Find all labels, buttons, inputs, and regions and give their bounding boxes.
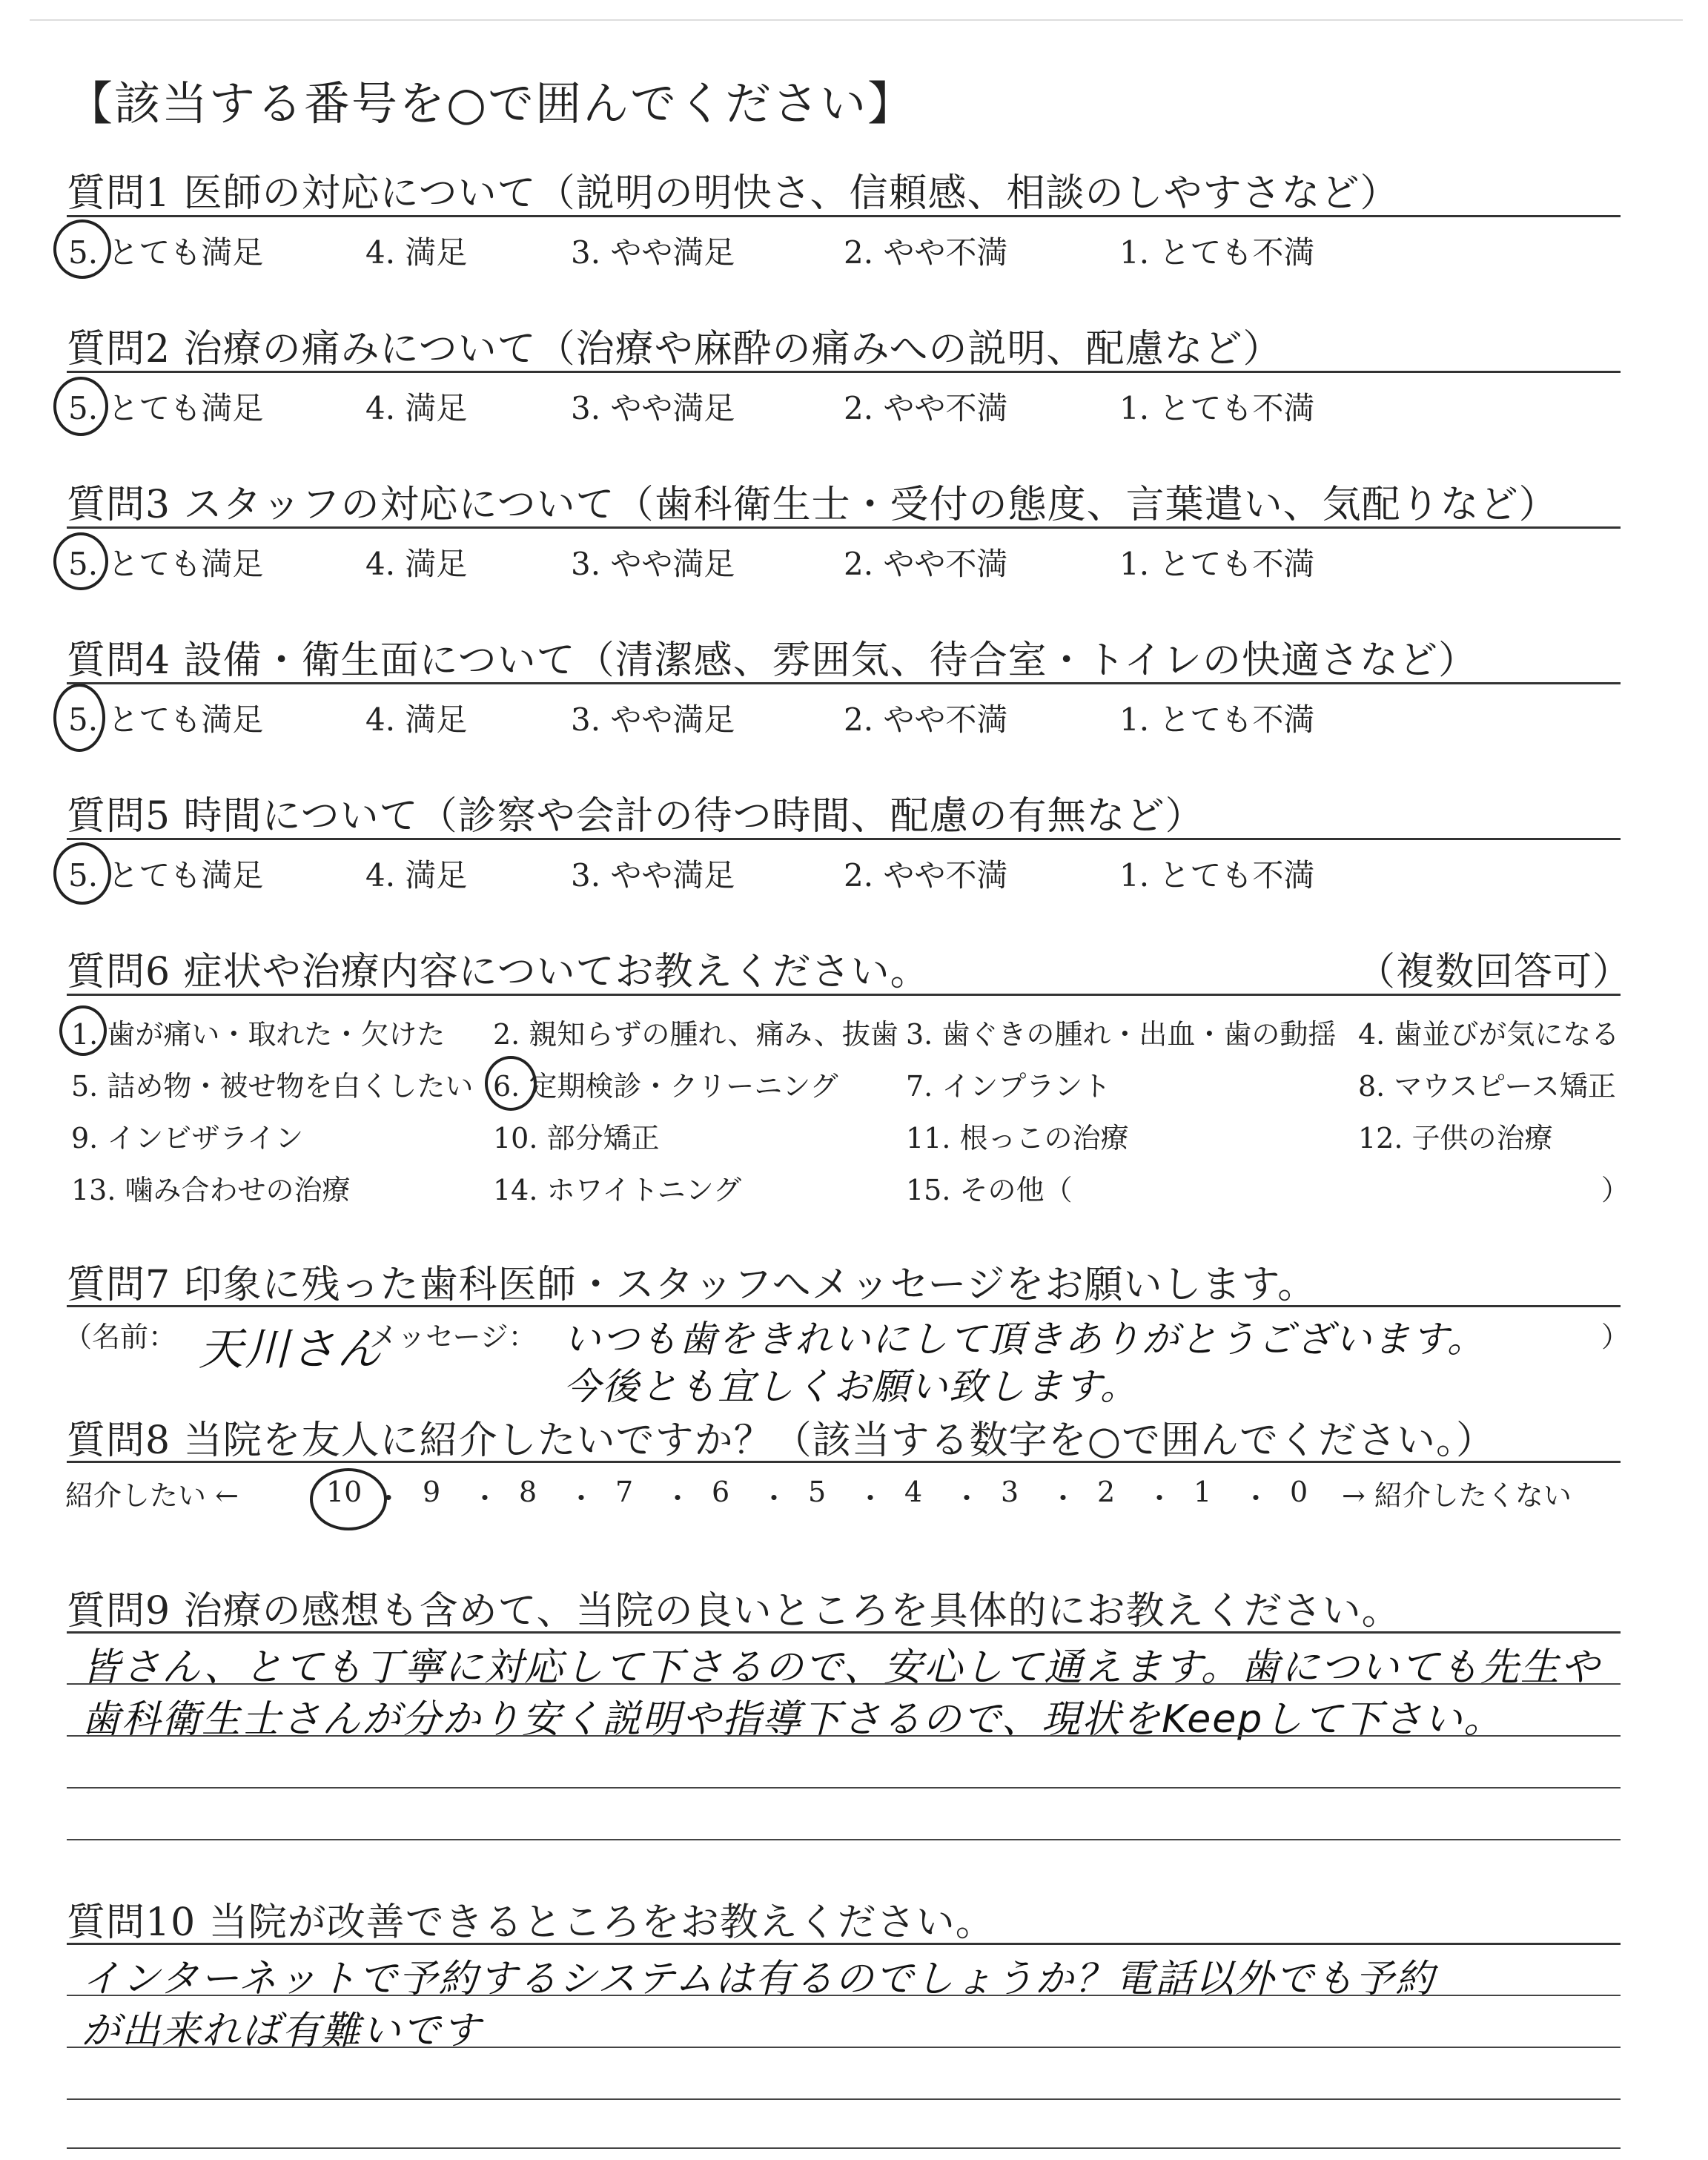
- q1-option-2[interactable]: 2. やや不満: [844, 234, 1008, 271]
- q8-scale-separator: ・: [1242, 1482, 1271, 1515]
- q2-option-3[interactable]: 3. やや満足: [571, 390, 735, 426]
- q8-scale-value-4[interactable]: 4: [904, 1476, 923, 1508]
- q6-option-3[interactable]: 3. 歯ぐきの腫れ・出血・歯の動揺: [906, 1018, 1337, 1051]
- question-5-label: 質問5 時間について（診察や会計の待つ時間、配慮の有無など）: [67, 794, 1205, 839]
- q8-scale-separator: ・: [374, 1482, 403, 1515]
- q5-option-2[interactable]: 2. やや不満: [844, 857, 1008, 894]
- question-7-label: 質問7 印象に残った歯科医師・スタッフへメッセージをお願いします。: [67, 1263, 1317, 1307]
- q6-option-11[interactable]: 11. 根っこの治療: [906, 1122, 1129, 1155]
- q6-option-1[interactable]: 1. 歯が痛い・取れた・欠けた: [71, 1018, 446, 1051]
- q9-writing-line-2: [67, 1735, 1621, 1737]
- q8-scale-separator: ・: [1049, 1482, 1078, 1515]
- q8-scale-separator: ・: [663, 1482, 692, 1515]
- question-9-underline: [67, 1631, 1621, 1634]
- q10-writing-line-3: [67, 2098, 1621, 2100]
- q10-writing-line-1: [67, 1995, 1621, 1996]
- question-1-label: 質問1 医師の対応について（説明の明快さ、信頼感、相談のしやすさなど）: [67, 171, 1400, 216]
- q8-scale-value-8[interactable]: 8: [519, 1476, 537, 1508]
- q10-writing-line-4: [67, 2147, 1621, 2149]
- q8-scale-value-1[interactable]: 1: [1194, 1476, 1212, 1508]
- q1-option-5[interactable]: 5. とても満足: [68, 234, 264, 271]
- q6-option-9[interactable]: 9. インビザライン: [71, 1122, 304, 1155]
- q6-option-7[interactable]: 7. インプラント: [906, 1070, 1111, 1103]
- q6-option-5[interactable]: 5. 詰め物・被せ物を白くしたい: [71, 1070, 474, 1103]
- q6-answer-circle-1: [59, 1005, 107, 1056]
- q8-scale-separator: ・: [953, 1482, 982, 1515]
- question-6-label: 質問6 症状や治療内容についてお教えください。: [67, 950, 930, 994]
- question-9-label: 質問9 治療の感想も含めて、当院の良いところを具体的にお教えください。: [67, 1589, 1401, 1634]
- q8-answer-circle: [310, 1468, 387, 1530]
- question-6-underline: [67, 994, 1621, 996]
- q8-scale-value-10[interactable]: 10: [326, 1476, 363, 1508]
- question-2-underline: [67, 371, 1621, 373]
- q5-option-5[interactable]: 5. とても満足: [68, 857, 264, 894]
- q6-option-14[interactable]: 14. ホワイトニング: [493, 1174, 742, 1206]
- q3-option-1[interactable]: 1. とても不満: [1119, 546, 1315, 582]
- question-8-underline: [67, 1461, 1621, 1463]
- q5-option-3[interactable]: 3. やや満足: [571, 857, 735, 894]
- question-7-underline: [67, 1305, 1621, 1307]
- q6-option-2[interactable]: 2. 親知らずの腫れ、痛み、抜歯: [493, 1018, 898, 1051]
- q6-option-4[interactable]: 4. 歯並びが気になる: [1358, 1018, 1620, 1051]
- q2-answer-circle: [53, 377, 108, 436]
- question-6-note: （複数回答可）: [1357, 950, 1632, 994]
- question-5-underline: [67, 838, 1621, 840]
- question-2-label: 質問2 治療の痛みについて（治療や麻酔の痛みへの説明、配慮など）: [67, 327, 1282, 371]
- q6-option-6[interactable]: 6. 定期検診・クリーニング: [493, 1070, 838, 1103]
- q3-option-3[interactable]: 3. やや満足: [571, 546, 735, 582]
- q4-option-2[interactable]: 2. やや不満: [844, 701, 1008, 738]
- q8-scale-value-6[interactable]: 6: [712, 1476, 730, 1508]
- question-10-label: 質問10 当院が改善できるところをお教えください。: [67, 1900, 995, 1945]
- q1-answer-circle: [53, 219, 111, 279]
- q4-answer-circle: [53, 684, 105, 752]
- q8-scale-separator: ・: [856, 1482, 885, 1515]
- q1-option-1[interactable]: 1. とても不満: [1119, 234, 1315, 271]
- q7-name-value[interactable]: 天川さん: [199, 1324, 383, 1375]
- q9-writing-line-3: [67, 1787, 1621, 1789]
- q3-option-4[interactable]: 4. 満足: [365, 546, 468, 582]
- q10-writing-line-2: [67, 2047, 1621, 2048]
- q6-option-8[interactable]: 8. マウスピース矯正: [1358, 1070, 1616, 1103]
- question-3-label: 質問3 スタッフの対応について（歯科衛生士・受付の態度、言葉遣い、気配りなど）: [67, 483, 1558, 527]
- q4-option-3[interactable]: 3. やや満足: [571, 701, 735, 738]
- q8-scale-value-2[interactable]: 2: [1097, 1476, 1116, 1508]
- q3-answer-circle: [53, 532, 108, 590]
- q2-option-4[interactable]: 4. 満足: [365, 390, 468, 426]
- q7-name-label: （名前：: [64, 1321, 177, 1353]
- q3-option-2[interactable]: 2. やや不満: [844, 546, 1008, 582]
- q5-option-1[interactable]: 1. とても不満: [1119, 857, 1315, 894]
- q6-answer-circle-6: [485, 1056, 537, 1111]
- q8-scale-value-0[interactable]: 0: [1290, 1476, 1308, 1508]
- q6-option-12[interactable]: 12. 子供の治療: [1358, 1122, 1553, 1155]
- q6-option-15-close: ）: [1601, 1174, 1630, 1206]
- question-8-label: 質問8 当院を友人に紹介したいですか？（該当する数字を○で囲んでください。）: [67, 1418, 1495, 1463]
- q2-option-5[interactable]: 5. とても満足: [68, 390, 264, 426]
- q5-answer-circle: [53, 842, 111, 905]
- q8-scale-separator: ・: [760, 1482, 789, 1515]
- q5-option-4[interactable]: 4. 満足: [365, 857, 468, 894]
- q10-answer-line-1[interactable]: インターネットで予約するシステムは有るのでしょうか？電話以外でも予約: [82, 1957, 1436, 2001]
- q8-scale-value-5[interactable]: 5: [808, 1476, 827, 1508]
- question-4-label: 質問4 設備・衛生面について（清潔感、雰囲気、待合室・トイレの快適さなど）: [67, 638, 1477, 683]
- q8-scale-value-7[interactable]: 7: [615, 1476, 634, 1508]
- q8-left-label: 紹介したい ←: [65, 1479, 239, 1512]
- top-border: [30, 19, 1683, 21]
- question-4-underline: [67, 682, 1621, 684]
- q8-right-label: → 紹介したくない: [1342, 1479, 1572, 1512]
- q2-option-1[interactable]: 1. とても不満: [1119, 390, 1315, 426]
- q8-scale-value-9[interactable]: 9: [423, 1476, 441, 1508]
- q3-option-5[interactable]: 5. とても満足: [68, 546, 264, 582]
- question-1-underline: [67, 215, 1621, 217]
- q7-message-line-1[interactable]: いつも歯をきれいにして頂きありがとうございます。: [563, 1318, 1486, 1361]
- q1-option-4[interactable]: 4. 満足: [365, 234, 468, 271]
- q7-message-line-2[interactable]: 今後とも宜しくお願い致します。: [563, 1365, 1139, 1408]
- page-title: 【該当する番号を○で囲んでください】: [67, 76, 916, 131]
- q1-option-3[interactable]: 3. やや満足: [571, 234, 735, 271]
- question-3-underline: [67, 526, 1621, 529]
- q6-option-15[interactable]: 15. その他（: [906, 1174, 1073, 1206]
- q4-option-1[interactable]: 1. とても不満: [1119, 701, 1315, 738]
- q7-close-paren: ）: [1601, 1321, 1630, 1353]
- q8-scale-value-3[interactable]: 3: [1001, 1476, 1019, 1508]
- q4-option-5[interactable]: 5. とても満足: [68, 701, 264, 738]
- q9-writing-line-1: [67, 1683, 1621, 1685]
- q2-option-2[interactable]: 2. やや不満: [844, 390, 1008, 426]
- q9-answer-line-2[interactable]: 歯科衛生士さんが分かり安く説明や指導下さるので、現状をKeepして下さい。: [82, 1697, 1504, 1742]
- q6-option-13[interactable]: 13. 噛み合わせの治療: [71, 1174, 351, 1206]
- q7-message-label: メッセージ：: [369, 1321, 537, 1353]
- q6-option-10[interactable]: 10. 部分矯正: [493, 1122, 660, 1155]
- q9-answer-line-1[interactable]: 皆さん、とても丁寧に対応して下さるので、安心して通えます。歯についても先生や: [82, 1645, 1601, 1690]
- q10-answer-line-2[interactable]: が出来れば有難いです: [82, 2009, 483, 2053]
- q4-option-4[interactable]: 4. 満足: [365, 701, 468, 738]
- q8-scale-separator: ・: [1145, 1482, 1174, 1515]
- q9-writing-line-4: [67, 1839, 1621, 1840]
- question-10-underline: [67, 1943, 1621, 1945]
- q8-scale-separator: ・: [471, 1482, 500, 1515]
- q8-scale-separator: ・: [567, 1482, 596, 1515]
